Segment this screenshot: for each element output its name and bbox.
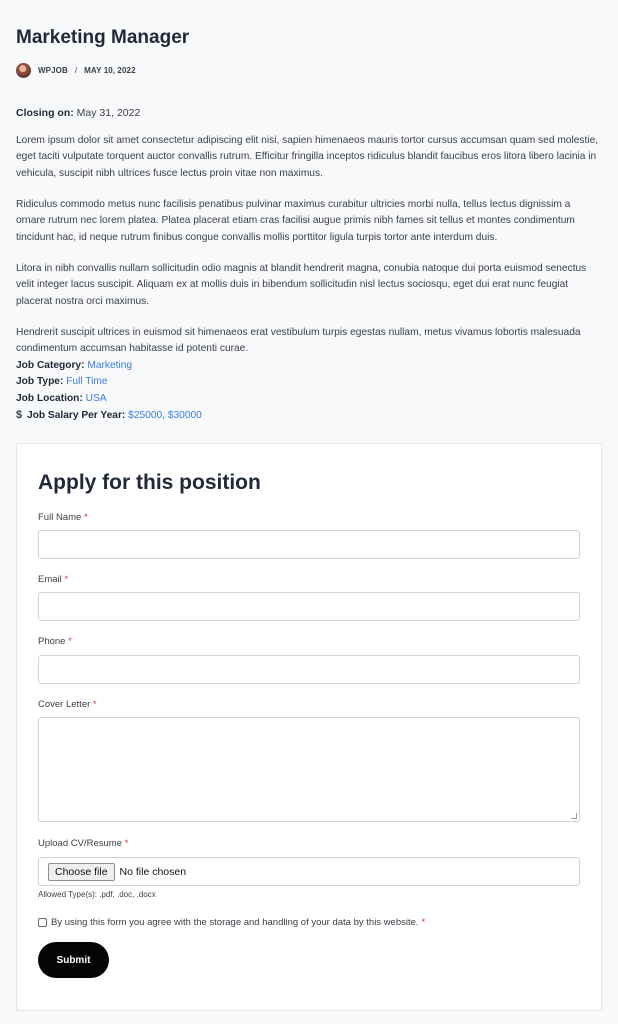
job-salary-link[interactable]: $25000, $30000 [128, 409, 202, 421]
allowed-types-hint: Allowed Type(s): .pdf, .doc, .docx [38, 890, 156, 899]
cover-letter-textarea[interactable] [38, 717, 580, 822]
full-name-label [38, 512, 88, 523]
cover-letter-label [38, 699, 97, 710]
job-salary [16, 407, 202, 424]
cover-letter-label-text: Cover Letter [38, 699, 91, 710]
page-title: Marketing Manager [16, 27, 190, 48]
email-label-text: Email [38, 574, 62, 585]
job-type [16, 374, 202, 390]
job-type-label: Job Type: [16, 376, 64, 388]
required-mark: * [124, 838, 129, 849]
job-location-label: Job Location: [16, 392, 83, 404]
required-mark: * [92, 699, 97, 710]
job-category-link[interactable]: Marketing [87, 360, 133, 371]
job-fields [16, 358, 202, 424]
required-mark: * [64, 574, 69, 585]
submit-button[interactable]: Submit [38, 942, 109, 978]
closing-value: May 31, 2022 [76, 107, 141, 119]
job-category [16, 358, 202, 374]
author-link[interactable]: WPJOB [38, 66, 68, 75]
job-category-label: Job Category: [16, 360, 85, 371]
upload-label-text: Upload CV/Resume [38, 838, 122, 849]
resize-handle-icon[interactable] [571, 813, 577, 819]
consent-checkbox[interactable] [38, 918, 47, 927]
description-paragraph: Litora in nibh convallis nullam sollicitudin odio magnis at blandit hendrerit magna, conubia natoque dui porta euismod senectus velit integer lacus suscipit. Aliquam ex at mollis duis in bibendum sollicitudin nisl lectus sociosqu, eget dui erat nunc feugiat placerat nostra orci maximus. [16, 263, 587, 307]
consent-text: By using this form you agree with the storage and handling of your data by this website. [51, 917, 419, 928]
dollar-icon: $ [16, 408, 23, 421]
post-date[interactable]: MAY 10, 2022 [84, 66, 136, 75]
phone-label [38, 636, 72, 647]
required-mark: * [421, 917, 426, 928]
phone-input[interactable] [38, 655, 580, 684]
job-type-link[interactable]: Full Time [66, 376, 108, 388]
application-form [16, 443, 602, 1011]
required-mark: * [68, 636, 72, 647]
file-upload-field[interactable] [38, 857, 580, 886]
description-paragraph: Ridiculus commodo metus nunc facilisis penatibus pulvinar maximus curabitur ultricies morbi nulla, tellus lectus dignissim a ornare rutrum nec lorem platea. Platea placerat etiam cras facilisi augue primis nibh fames sit tellus et montes condimentum tincidunt hac, id neque rutrum finibus congue convallis mollis porttitor ligula turpis tortor ante interdum duis. [16, 199, 575, 243]
choose-file-button[interactable]: Choose file [48, 863, 115, 881]
no-file-text: No file chosen [119, 865, 187, 878]
closing-date [16, 107, 140, 119]
upload-label [38, 838, 128, 849]
consent-row [38, 917, 425, 928]
job-location-link[interactable]: USA [85, 392, 107, 404]
full-name-input[interactable] [38, 530, 580, 559]
description-paragraph: Lorem ipsum dolor sit amet consectetur adipiscing elit nisi, sapien himenaeos mauris tortor cursus accumsan quam sed molestie, eget taciti vulputate torquent auctor convallis rutrum. Efficitur fringilla inceptos ridiculus blandit faucibus eros litora libero lacinia in vehicula, suscipit nibh ultrices fusce lectus proin vitae non maximus. [16, 135, 599, 179]
phone-label-text: Phone [38, 636, 66, 647]
description-paragraph: Hendrerit suscipit ultrices in euismod sit himenaeos erat vestibulum turpis egestas nullam, metus vivamus lobortis malesuada condimentum accumsan habitasse id potenti curae. [16, 327, 581, 355]
meta-separator: / [74, 66, 78, 75]
avatar[interactable] [16, 63, 31, 78]
email-label [38, 574, 68, 585]
email-input[interactable] [38, 592, 580, 621]
closing-label: Closing on: [16, 107, 74, 119]
job-salary-label: Job Salary Per Year: [26, 409, 126, 421]
post-meta [16, 63, 136, 78]
form-heading: Apply for this position [38, 471, 261, 494]
job-location [16, 391, 202, 407]
full-name-label-text: Full Name [38, 512, 82, 523]
required-mark: * [83, 512, 88, 523]
